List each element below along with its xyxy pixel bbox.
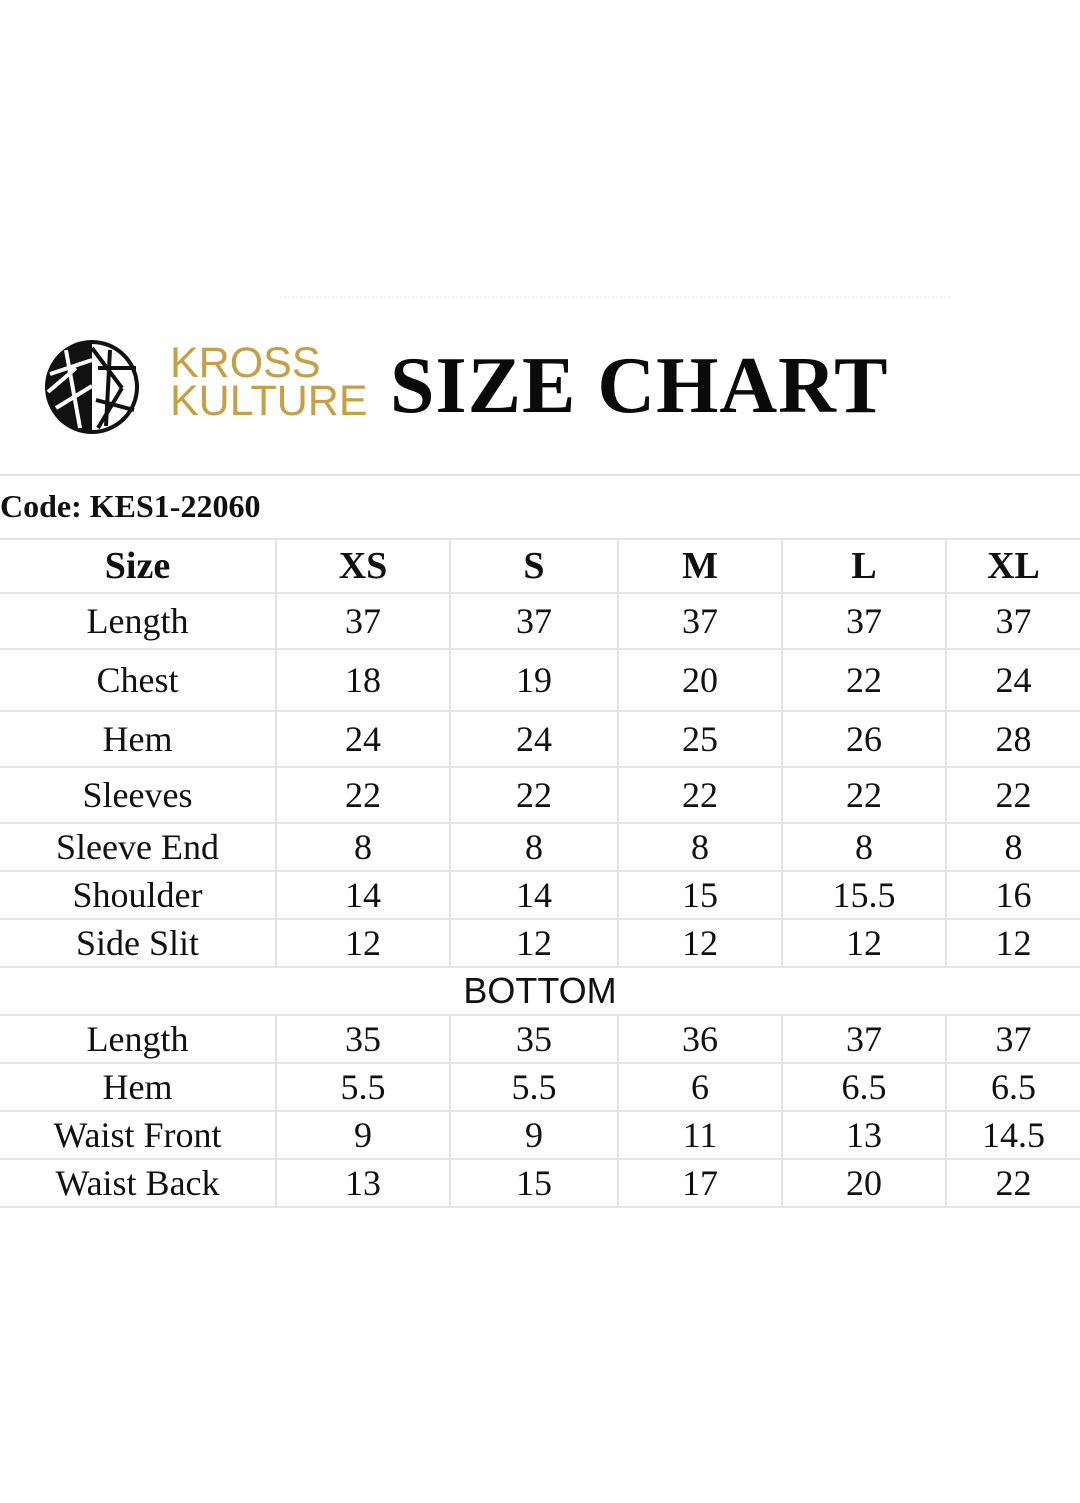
table-cell: 22 [946, 1159, 1080, 1207]
table-cell: 19 [450, 649, 618, 711]
table-cell: 37 [946, 1015, 1080, 1063]
row-label: Sleeve End [0, 823, 276, 871]
header-cell: XL [946, 539, 1080, 593]
table-cell: 22 [782, 767, 946, 823]
table-cell: 25 [618, 711, 782, 767]
table-cell: 15 [618, 871, 782, 919]
table-cell: 8 [618, 823, 782, 871]
table-cell: 22 [276, 767, 450, 823]
table-cell: 14.5 [946, 1111, 1080, 1159]
table-cell: 9 [276, 1111, 450, 1159]
row-label: Shoulder [0, 871, 276, 919]
table-cell: 24 [946, 649, 1080, 711]
table-cell: 26 [782, 711, 946, 767]
table-cell: 13 [276, 1159, 450, 1207]
table-cell: 13 [782, 1111, 946, 1159]
table-cell: 8 [946, 823, 1080, 871]
row-label: Hem [0, 1063, 276, 1111]
table-cell: 8 [782, 823, 946, 871]
row-label: Waist Back [0, 1159, 276, 1207]
table-cell: 22 [450, 767, 618, 823]
section-label: BOTTOM [0, 967, 1080, 1015]
table-row [0, 1159, 1080, 1207]
table-row [0, 711, 1080, 767]
row-label: Hem [0, 711, 276, 767]
table-cell: 37 [618, 593, 782, 649]
section-row [0, 967, 1080, 1015]
table-cell: 35 [450, 1015, 618, 1063]
table-cell: 37 [782, 1015, 946, 1063]
size-table [0, 538, 1080, 1208]
brand-line-1: KROSS [170, 339, 321, 387]
header-cell: Size [0, 539, 276, 593]
table-cell: 18 [276, 649, 450, 711]
table-row [0, 1015, 1080, 1063]
table-cell: 15 [450, 1159, 618, 1207]
table-cell: 12 [946, 919, 1080, 967]
table-cell: 37 [782, 593, 946, 649]
bottom-measurements [0, 1015, 1080, 1207]
table-cell: 24 [450, 711, 618, 767]
row-label: Length [0, 1015, 276, 1063]
row-label: Sleeves [0, 767, 276, 823]
table-cell: 20 [618, 649, 782, 711]
table-row [0, 593, 1080, 649]
brand-line-2: KULTURE [170, 377, 368, 425]
table-cell: 37 [450, 593, 618, 649]
faint-divider [280, 296, 950, 298]
table-cell: 5.5 [450, 1063, 618, 1111]
table-row [0, 649, 1080, 711]
table-cell: 22 [946, 767, 1080, 823]
brand-logo-icon [36, 338, 148, 436]
row-label: Side Slit [0, 919, 276, 967]
table-cell: 15.5 [782, 871, 946, 919]
table-cell: 20 [782, 1159, 946, 1207]
table-cell: 14 [450, 871, 618, 919]
header-cell: M [618, 539, 782, 593]
table-cell: 16 [946, 871, 1080, 919]
top-measurements [0, 593, 1080, 967]
table-row [0, 767, 1080, 823]
page-title: SIZE CHART [390, 342, 889, 430]
table-cell: 12 [782, 919, 946, 967]
table-row [0, 823, 1080, 871]
table-cell: 36 [618, 1015, 782, 1063]
table-cell: 6.5 [946, 1063, 1080, 1111]
table-cell: 11 [618, 1111, 782, 1159]
table-cell: 35 [276, 1015, 450, 1063]
table-cell: 8 [276, 823, 450, 871]
table-cell: 12 [276, 919, 450, 967]
table-cell: 8 [450, 823, 618, 871]
header-divider [0, 474, 1080, 476]
header-cell: XS [276, 539, 450, 593]
table-row [0, 1063, 1080, 1111]
table-cell: 22 [782, 649, 946, 711]
header-row [0, 539, 1080, 593]
table-row [0, 871, 1080, 919]
table-cell: 37 [276, 593, 450, 649]
brand-wordmark [170, 339, 368, 425]
table-cell: 22 [618, 767, 782, 823]
table-cell: 24 [276, 711, 450, 767]
chart-header [0, 330, 1080, 440]
table-row [0, 1111, 1080, 1159]
header-cell: L [782, 539, 946, 593]
table-cell: 37 [946, 593, 1080, 649]
table-cell: 6.5 [782, 1063, 946, 1111]
table-cell: 12 [618, 919, 782, 967]
header-cell: S [450, 539, 618, 593]
table-cell: 14 [276, 871, 450, 919]
row-label: Waist Front [0, 1111, 276, 1159]
row-label: Length [0, 593, 276, 649]
table-cell: 28 [946, 711, 1080, 767]
table-cell: 5.5 [276, 1063, 450, 1111]
table-cell: 17 [618, 1159, 782, 1207]
row-label: Chest [0, 649, 276, 711]
table-cell: 12 [450, 919, 618, 967]
table-row [0, 919, 1080, 967]
table-cell: 6 [618, 1063, 782, 1111]
product-code: Code: KES1-22060 [0, 488, 261, 524]
table-cell: 9 [450, 1111, 618, 1159]
